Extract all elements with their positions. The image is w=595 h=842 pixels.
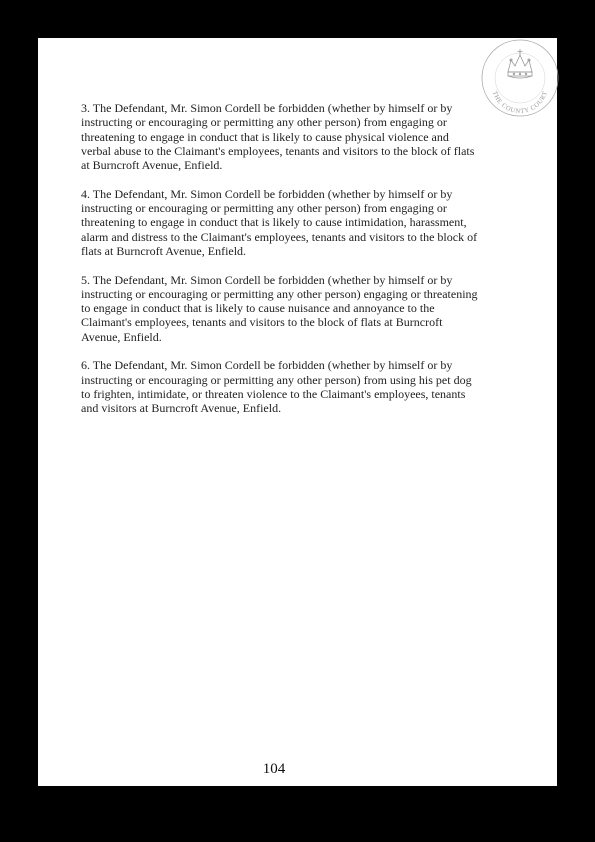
seal-text: THE COUNTY COURT [490,90,550,116]
order-paragraph-5: 5. The Defendant, Mr. Simon Cordell be forbidden (whether by himself or by instructing or encouraging or permitting any other person) engaging or threatening to engage in conduct that is likely to cause nuisance and annoyance to the Claimant's employees, tenants and visitors to the block of flats at Burncroft Avenue, Enfield. [81,272,478,344]
page-number: 104 [262,761,286,777]
document-page [38,38,557,786]
order-paragraph-3: 3. The Defendant, Mr. Simon Cordell be forbidden (whether by himself or by instructing or encouraging or permitting any other person) from engaging or threatening to engage in conduct that is likely to cause physical violence and verbal abuse to the Claimant's employees, tenants and visitors to the block of flats at Burncroft Avenue, Enfield. [81,101,475,173]
order-paragraph-4: 4. The Defendant, Mr. Simon Cordell be forbidden (whether by himself or by instructing or encouraging or permitting any other person) from engaging or threatening to engage in conduct that is likely to cause intimidation, harassment, alarm and distress to the Claimant's employees, tenants and visitors to the block of flats at Burncroft Avenue, Enfield. [81,186,478,258]
order-paragraph-6: 6. The Defendant, Mr. Simon Cordell be forbidden (whether by himself or by instructing or encouraging or permitting any other person) from using his pet dog to frighten, intimidate, or threaten violence to the Claimant's employees, tenants and visitors at Burncroft Avenue, Enfield. [81,358,472,416]
crown-icon [508,49,532,78]
document-body [81,101,511,430]
